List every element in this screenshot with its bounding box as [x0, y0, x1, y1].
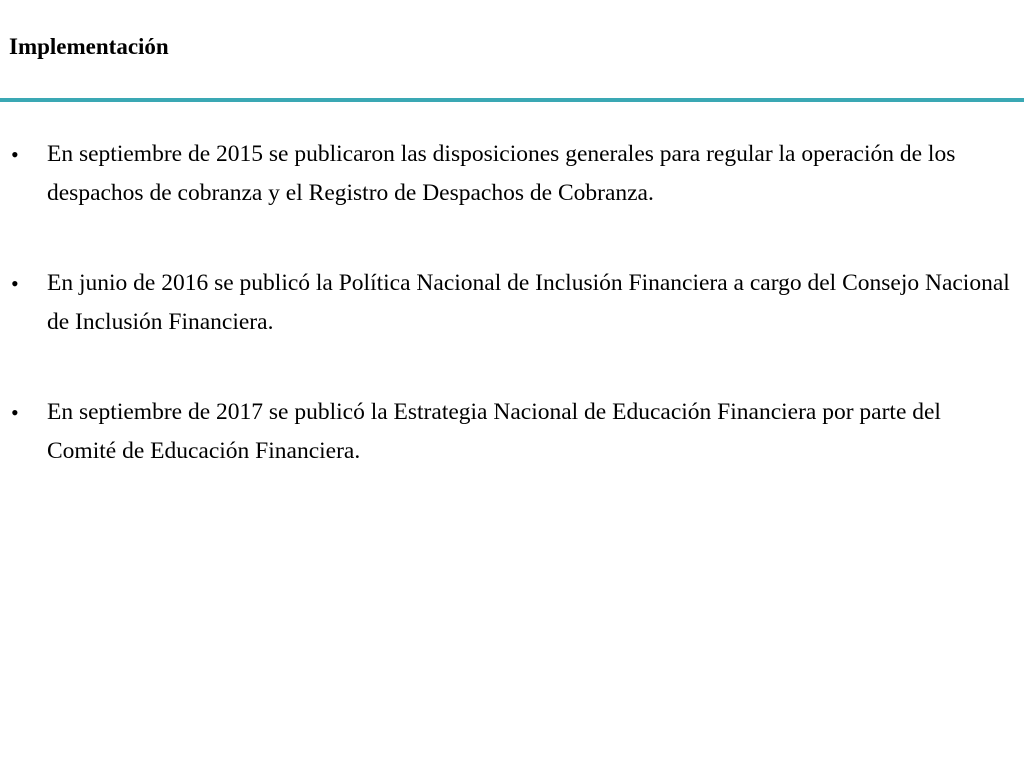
- bullet-text: En junio de 2016 se publicó la Política Nacional de Inclusión Financiera a cargo del Consejo Nacional de Inclusión Financiera.: [47, 270, 1010, 335]
- slide-title: Implementación: [9, 34, 169, 59]
- list-item: [0, 393, 1024, 471]
- bullet-text: En septiembre de 2015 se publicaron las disposiciones generales para regular la operación de los despachos de cobranza y el Registro de Despachos de Cobranza.: [47, 141, 956, 206]
- list-item: [0, 135, 1024, 213]
- bullet-icon: •: [11, 142, 19, 167]
- list-item: [0, 264, 1024, 342]
- bullet-icon: •: [11, 271, 19, 296]
- title-divider: [0, 98, 1024, 102]
- bullet-list: [0, 135, 1024, 522]
- bullet-icon: •: [11, 400, 19, 425]
- bullet-text: En septiembre de 2017 se publicó la Estrategia Nacional de Educación Financiera por parte del Comité de Educación Financiera.: [47, 399, 941, 464]
